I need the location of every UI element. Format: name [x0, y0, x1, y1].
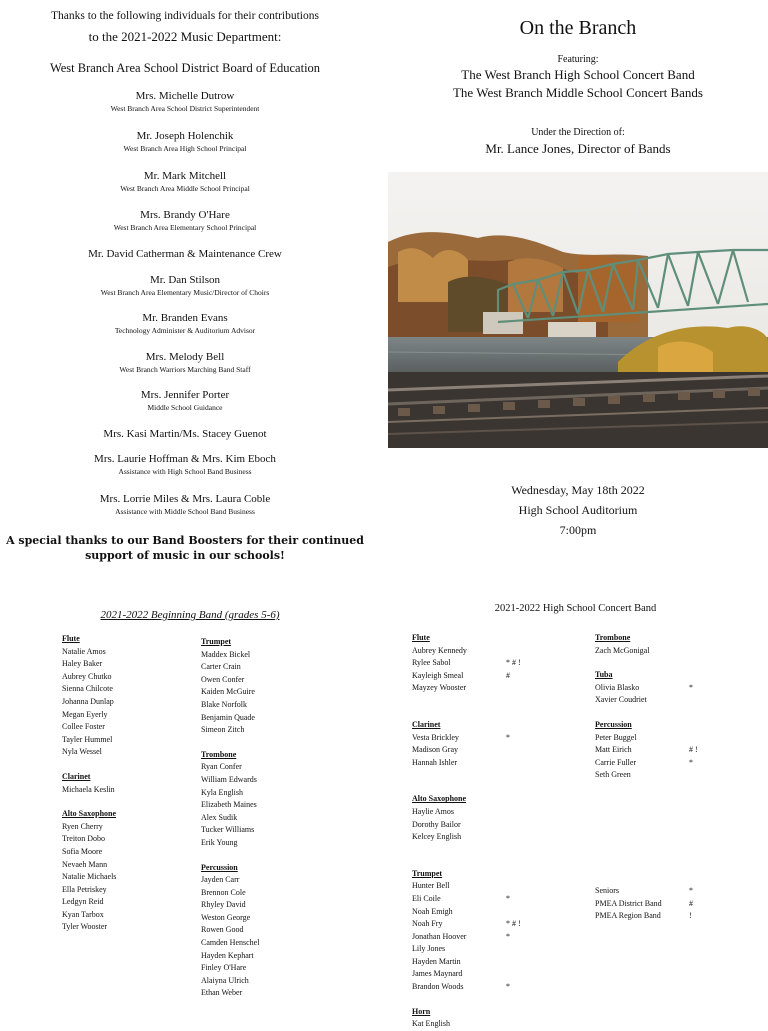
- list-item: [62, 884, 192, 897]
- section-heading: [412, 632, 572, 645]
- instrument-heading: Horn: [412, 1006, 431, 1016]
- list-item: [62, 646, 192, 659]
- list-item: [595, 898, 755, 911]
- list-item: [595, 645, 755, 658]
- list-item: [62, 671, 192, 684]
- list-item: [62, 746, 192, 759]
- person-name: Mrs. Kasi Martin/Ms. Stacey Guenot: [103, 428, 267, 440]
- thanks-person: [0, 170, 370, 193]
- instrument-heading: Clarinet: [412, 719, 441, 729]
- thanks-heading-line2: to the 2021-2022 Music Department:: [88, 29, 282, 44]
- instrument-heading: Trumpet: [201, 637, 232, 646]
- list-item: [62, 859, 192, 872]
- person-role: West Branch Area High School Principal: [123, 144, 247, 153]
- member-name: Ethan Weber: [201, 988, 243, 998]
- member-name: Lily Jones: [412, 944, 446, 954]
- member-name: Weston George: [201, 912, 251, 922]
- list-spacer: [412, 769, 572, 781]
- member-name: PMEA Region Band: [595, 911, 661, 921]
- honor-marks: *: [506, 893, 510, 903]
- list-item: [201, 937, 331, 950]
- instrument-heading: Tuba: [595, 670, 613, 680]
- member-name: Alaiyna Ulrich: [201, 975, 249, 985]
- list-item: [412, 968, 572, 981]
- honor-marks: #: [689, 898, 693, 908]
- list-item: [201, 837, 331, 850]
- member-name: Simeon Zitch: [201, 725, 245, 735]
- member-name: Brandon Woods: [412, 982, 464, 992]
- person-name: Mrs. Michelle Dutrow: [135, 90, 235, 102]
- member-name: Megan Eyerly: [62, 709, 108, 719]
- section-heading: [62, 808, 192, 821]
- thanks-person: [0, 453, 370, 476]
- list-item: [62, 821, 192, 834]
- member-name: James Maynard: [412, 969, 463, 979]
- direction-label: Under the Direction of:: [531, 127, 625, 138]
- member-name: Nevaeh Mann: [62, 859, 108, 869]
- concert-band-column-2: [595, 632, 755, 782]
- honor-marks: *: [506, 732, 510, 742]
- instrument-heading: Trombone: [595, 633, 631, 642]
- honor-marks: * # !: [506, 658, 521, 668]
- member-name: Matt Eirich: [595, 745, 632, 755]
- list-item: [201, 712, 331, 725]
- member-name: Tyler Wooster: [62, 922, 108, 932]
- member-name: Johanna Dunlap: [62, 696, 114, 706]
- list-item: [595, 769, 755, 782]
- bridge-photo: [388, 172, 768, 448]
- member-name: Kayleigh Smeal: [412, 670, 464, 680]
- person-name: Mrs. Melody Bell: [145, 351, 225, 363]
- list-item: [201, 699, 331, 712]
- list-item: [62, 658, 192, 671]
- event-date: Wednesday, May 18th 2022: [511, 483, 645, 497]
- list-item: [201, 787, 331, 800]
- honor-marks: *: [506, 931, 510, 941]
- person-role: Technology Administer & Auditorium Advisor: [114, 326, 256, 335]
- section-heading: [595, 719, 755, 732]
- person-role: West Branch Area School District Superintendent: [110, 104, 260, 113]
- list-spacer: [412, 844, 572, 856]
- instrument-heading: Percussion: [201, 862, 238, 872]
- person-role: Middle School Guidance: [147, 403, 223, 412]
- list-item: [412, 831, 572, 844]
- list-spacer: [412, 781, 572, 793]
- honor-marks: #: [506, 670, 510, 680]
- list-spacer: [201, 850, 331, 862]
- member-name: Tucker Williams: [201, 825, 255, 835]
- member-name: Carrie Fuller: [595, 757, 637, 767]
- member-name: Haylie Amos: [412, 806, 454, 816]
- list-item: [595, 682, 755, 695]
- list-item: [412, 682, 572, 695]
- list-spacer: [412, 695, 572, 707]
- list-spacer: [412, 856, 572, 868]
- list-item: [201, 774, 331, 787]
- bridge-photo-icon: [388, 172, 768, 448]
- event-details: [388, 480, 768, 540]
- section-heading: [412, 1006, 572, 1019]
- list-item: [201, 686, 331, 699]
- list-item: [412, 981, 572, 994]
- member-name: Jonathan Hoover: [412, 931, 467, 941]
- list-spacer: [595, 657, 755, 669]
- member-name: Rowen Good: [201, 925, 244, 935]
- member-name: Noah Fry: [412, 919, 443, 929]
- concert-band-column-1: [412, 632, 572, 1031]
- list-item: [62, 846, 192, 859]
- list-item: [412, 1018, 572, 1031]
- member-name: PMEA District Band: [595, 898, 662, 908]
- person-role: Assistance with Middle School Band Business: [115, 507, 255, 516]
- instrument-heading: Flute: [62, 634, 80, 643]
- thanks-person: [0, 351, 370, 374]
- honor-marks: * # !: [506, 919, 521, 929]
- member-name: Mayzey Wooster: [412, 683, 467, 693]
- list-item: [201, 962, 331, 975]
- director-name: Mr. Lance Jones, Director of Bands: [485, 141, 671, 156]
- instrument-heading: Flute: [412, 633, 430, 642]
- member-name: Vesta Brickley: [412, 732, 459, 742]
- list-item: [201, 761, 331, 774]
- person-name: Mr. Branden Evans: [142, 312, 228, 324]
- section-heading: [201, 749, 331, 762]
- list-item: [62, 734, 192, 747]
- program-title: On the Branch: [519, 17, 637, 39]
- list-item: [201, 824, 331, 837]
- member-name: Ella Petriskey: [62, 884, 107, 894]
- event-venue: High School Auditorium: [518, 503, 638, 517]
- member-name: Xavier Coudriet: [595, 695, 647, 705]
- event-time: 7:00pm: [559, 523, 597, 537]
- member-name: Erik Young: [201, 837, 238, 847]
- member-name: Peter Buggel: [595, 732, 637, 742]
- instrument-heading: Trumpet: [412, 868, 443, 878]
- member-name: Ledgyn Reid: [62, 897, 104, 907]
- person-role: West Branch Area Elementary Music/Director of Choirs: [100, 288, 270, 297]
- thanks-person: [0, 209, 370, 232]
- list-spacer: [412, 994, 572, 1006]
- list-item: [412, 806, 572, 819]
- section-heading: [62, 771, 192, 784]
- section-heading: [595, 632, 755, 645]
- person-name: Mrs. Laurie Hoffman & Mrs. Kim Eboch: [94, 453, 276, 465]
- section-heading: [62, 633, 192, 646]
- instrument-heading: Alto Saxophone: [62, 809, 117, 819]
- thanks-person: [0, 312, 370, 335]
- section-heading: [595, 669, 755, 682]
- member-name: Seth Green: [595, 770, 631, 780]
- list-item: [62, 683, 192, 696]
- list-item: [62, 871, 192, 884]
- person-role: West Branch Area Elementary School Principal: [113, 223, 257, 232]
- list-spacer: [62, 759, 192, 771]
- list-item: [201, 649, 331, 662]
- list-item: [201, 975, 331, 988]
- list-item: [62, 721, 192, 734]
- section-heading: [201, 862, 331, 875]
- member-name: Kyla English: [201, 787, 243, 797]
- section-heading: [412, 868, 572, 881]
- person-role: West Branch Area Middle School Principal: [120, 184, 250, 193]
- special-thanks-line1: A special thanks to our Band Boosters for their continued: [6, 534, 364, 547]
- featured-band-high-school: The West Branch High School Concert Band: [461, 67, 695, 82]
- member-name: Hayden Martin: [412, 956, 461, 966]
- member-name: Michaela Keslin: [62, 784, 115, 794]
- beginning-band-column-2: [201, 636, 331, 1000]
- member-name: Seniors: [595, 886, 619, 895]
- list-item: [201, 674, 331, 687]
- member-name: Hayden Kephart: [201, 950, 254, 960]
- featuring-label: Featuring:: [557, 54, 599, 65]
- thanks-person: [0, 248, 370, 260]
- member-name: Haley Baker: [62, 659, 103, 669]
- person-name: Mrs. Brandy O'Hare: [140, 209, 230, 221]
- list-item: [412, 906, 572, 919]
- member-name: Olivia Blasko: [595, 682, 640, 692]
- list-item: [412, 757, 572, 770]
- list-item: [595, 757, 755, 770]
- person-name: Mr. Mark Mitchell: [143, 170, 227, 182]
- member-name: Natalie Amos: [62, 646, 106, 656]
- thanks-heading-line1: Thanks to the following individuals for their contributions: [51, 10, 319, 22]
- list-item: [412, 943, 572, 956]
- list-item: [201, 987, 331, 1000]
- list-item: [201, 724, 331, 737]
- section-heading: [201, 636, 331, 649]
- member-name: Hunter Bell: [412, 881, 450, 891]
- list-item: [595, 744, 755, 757]
- member-name: Hannah Ishler: [412, 757, 458, 767]
- member-name: Aubrey Chutko: [62, 671, 112, 681]
- list-item: [201, 924, 331, 937]
- list-item: [62, 696, 192, 709]
- list-item: [201, 799, 331, 812]
- person-name: Mrs. Jennifer Porter: [140, 389, 230, 401]
- member-name: Noah Emigh: [412, 906, 453, 916]
- list-item: [595, 885, 755, 898]
- list-item: [412, 819, 572, 832]
- member-name: Eli Coile: [412, 893, 441, 903]
- list-item: [201, 912, 331, 925]
- instrument-heading: Trombone: [201, 749, 237, 759]
- honor-marks: *: [506, 982, 510, 992]
- list-item: [412, 956, 572, 969]
- instrument-heading: Alto Saxophone: [412, 794, 467, 804]
- member-name: Treiton Dobo: [62, 834, 106, 844]
- special-thanks-line2: support of music in our schools!: [85, 549, 285, 562]
- list-item: [62, 709, 192, 722]
- member-name: Nyla Wessel: [62, 747, 102, 757]
- list-item: [595, 732, 755, 745]
- list-item: [62, 909, 192, 922]
- member-name: Aubrey Kennedy: [412, 645, 467, 655]
- instrument-heading: Clarinet: [62, 771, 91, 781]
- member-name: Natalie Michaels: [62, 872, 117, 882]
- list-spacer: [412, 707, 572, 719]
- member-name: Kaiden McGuire: [201, 687, 255, 697]
- list-item: [595, 910, 755, 923]
- thanks-person: [0, 389, 370, 412]
- member-name: Maddex Bickel: [201, 649, 251, 659]
- honor-marks: # !: [689, 745, 698, 755]
- member-name: Collee Foster: [62, 722, 105, 732]
- member-name: Zach McGonigal: [595, 645, 650, 655]
- thanks-person: [0, 90, 370, 113]
- member-name: Sienna Chilcote: [62, 684, 113, 694]
- list-item: [201, 812, 331, 825]
- list-item: [412, 931, 572, 944]
- member-name: Brennon Cole: [201, 887, 246, 897]
- list-item: [412, 918, 572, 931]
- member-name: Rylee Sabol: [412, 658, 451, 668]
- list-item: [201, 874, 331, 887]
- honor-marks: *: [689, 682, 693, 692]
- concert-band-title: 2021-2022 High School Concert Band: [494, 603, 657, 614]
- member-name: Rhyley David: [201, 900, 246, 910]
- member-name: Owen Confer: [201, 674, 245, 684]
- member-name: Kyan Tarbox: [62, 909, 104, 919]
- thanks-person: [0, 493, 370, 516]
- beginning-band-title: 2021-2022 Beginning Band (grades 5-6): [100, 609, 280, 621]
- list-item: [62, 896, 192, 909]
- list-item: [201, 950, 331, 963]
- band-boosters-thanks: [0, 533, 370, 563]
- list-item: [412, 744, 572, 757]
- member-name: Ryen Cherry: [62, 821, 103, 831]
- list-item: [412, 732, 572, 745]
- beginning-band-column-1: [62, 633, 192, 934]
- member-name: Blake Norfolk: [201, 699, 247, 709]
- instrument-heading: Percussion: [595, 719, 632, 729]
- list-item: [62, 784, 192, 797]
- person-name: Mrs. Lorrie Miles & Mrs. Laura Coble: [99, 493, 271, 505]
- member-name: Benjamin Quade: [201, 712, 255, 722]
- list-spacer: [201, 737, 331, 749]
- thanks-person: [0, 274, 370, 297]
- person-name: Mr. David Catherman & Maintenance Crew: [88, 248, 282, 260]
- thanks-person: [0, 130, 370, 153]
- list-item: [62, 833, 192, 846]
- concert-band-legend: [595, 885, 755, 923]
- list-item: [201, 887, 331, 900]
- person-role: West Branch Warriors Marching Band Staff: [119, 365, 251, 374]
- member-name: Sofia Moore: [62, 846, 103, 856]
- member-name: William Edwards: [201, 774, 257, 784]
- member-name: Dorothy Bailor: [412, 819, 461, 829]
- list-item: [62, 921, 192, 934]
- list-item: [201, 899, 331, 912]
- member-name: Carter Crain: [201, 662, 241, 672]
- section-heading: [412, 793, 572, 806]
- person-name: Mr. Joseph Holenchik: [136, 130, 234, 142]
- section-heading: [412, 719, 572, 732]
- honor-marks: !: [689, 911, 692, 921]
- featured-band-middle-school: The West Branch Middle School Concert Bands: [452, 85, 703, 100]
- member-name: Kelcey English: [412, 832, 462, 842]
- member-name: Ryan Confer: [201, 762, 242, 772]
- member-name: Finley O'Hare: [201, 963, 247, 973]
- list-item: [412, 880, 572, 893]
- list-item: [412, 645, 572, 658]
- person-role: Assistance with High School Band Business: [118, 467, 252, 476]
- list-item: [412, 670, 572, 683]
- list-item: [412, 657, 572, 670]
- member-name: Camden Henschel: [201, 938, 260, 948]
- honor-marks: *: [689, 757, 693, 767]
- honor-marks: *: [689, 886, 693, 895]
- board-of-education: West Branch Area School District Board of Education: [49, 61, 321, 75]
- member-name: Tayler Hummel: [62, 734, 113, 744]
- list-spacer: [595, 707, 755, 719]
- member-name: Elizabeth Maines: [201, 800, 257, 810]
- member-name: Kat English: [412, 1019, 450, 1029]
- list-spacer: [62, 796, 192, 808]
- member-name: Alex Sudik: [201, 812, 238, 822]
- person-name: Mr. Dan Stilson: [150, 274, 220, 286]
- list-item: [201, 661, 331, 674]
- list-item: [412, 893, 572, 906]
- thanks-person: [0, 428, 370, 440]
- member-name: Madison Gray: [412, 745, 458, 755]
- list-item: [595, 694, 755, 707]
- member-name: Jayden Carr: [201, 875, 240, 885]
